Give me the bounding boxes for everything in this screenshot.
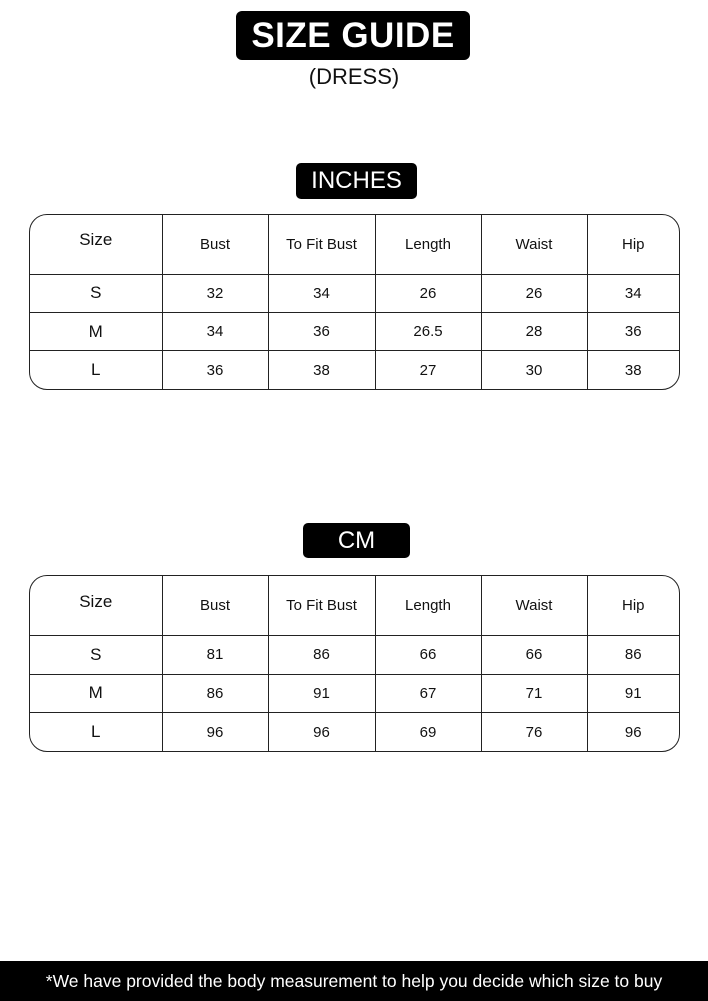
- column-header-hip: Hip: [587, 576, 679, 636]
- table-cell: 81: [162, 636, 268, 674]
- table-cell: 28: [481, 313, 587, 351]
- column-header-bust: Bust: [162, 576, 268, 636]
- table-cell: 34: [162, 313, 268, 351]
- table-cell: 38: [268, 351, 375, 389]
- table-cell: 26: [375, 274, 481, 312]
- table-cell: 26.5: [375, 313, 481, 351]
- size-table-cm: [29, 575, 680, 752]
- column-header-size: Size: [30, 215, 162, 274]
- size-cell: L: [30, 713, 162, 751]
- table-cell: 34: [587, 274, 679, 312]
- table-row: [30, 274, 679, 312]
- page-title: SIZE GUIDE: [236, 11, 470, 60]
- column-header-hip: Hip: [587, 215, 679, 274]
- table-cell: 96: [624, 723, 642, 741]
- column-header-length: Length: [375, 576, 481, 636]
- table-cell: 36: [268, 313, 375, 351]
- table-cell: 36: [587, 313, 679, 351]
- table-cell: 66: [481, 636, 587, 674]
- size-cell: S: [30, 636, 162, 674]
- table-cell: 38: [624, 361, 642, 379]
- table-cell: 27: [375, 351, 481, 389]
- column-header-size: Size: [30, 576, 162, 636]
- size-cell: S: [30, 274, 162, 312]
- table-row: [30, 674, 679, 712]
- column-header-waist: Waist: [481, 576, 587, 636]
- table-header-row: [30, 215, 679, 274]
- table-cell: 86: [162, 674, 268, 712]
- column-header-to-fit-bust: To Fit Bust: [268, 215, 375, 274]
- table-cell: 34: [268, 274, 375, 312]
- table-cell: 66: [375, 636, 481, 674]
- table-row: [30, 713, 679, 751]
- table-cell: 67: [375, 674, 481, 712]
- unit-label-inches: INCHES: [296, 163, 417, 199]
- table-cell: 91: [587, 674, 679, 712]
- table-cell: 76: [481, 713, 587, 751]
- table-cell: 69: [375, 713, 481, 751]
- table-cell: 86: [268, 636, 375, 674]
- size-table-inches: [29, 214, 680, 390]
- column-header-waist: Waist: [481, 215, 587, 274]
- table-cell: 86: [587, 636, 679, 674]
- table-cell: 96: [268, 713, 375, 751]
- table-cell: 71: [481, 674, 587, 712]
- table-header-row: [30, 576, 679, 636]
- table-cell: 36: [162, 351, 268, 389]
- footer-note: *We have provided the body measurement to help you decide which size to buy: [0, 961, 708, 1001]
- size-cell: M: [30, 313, 162, 351]
- table-row: [30, 313, 679, 351]
- size-cell: L: [30, 351, 162, 389]
- page-subtitle: (DRESS): [308, 64, 400, 89]
- table-cell: 30: [481, 351, 587, 389]
- table-cell: 26: [481, 274, 587, 312]
- column-header-length: Length: [375, 215, 481, 274]
- unit-label-cm: CM: [303, 523, 410, 558]
- table-row: [30, 636, 679, 674]
- table-cell: 96: [162, 713, 268, 751]
- column-header-bust: Bust: [162, 215, 268, 274]
- table-row: [30, 351, 679, 389]
- column-header-to-fit-bust: To Fit Bust: [268, 576, 375, 636]
- table-cell: 91: [268, 674, 375, 712]
- table-cell: 32: [162, 274, 268, 312]
- size-cell: M: [30, 674, 162, 712]
